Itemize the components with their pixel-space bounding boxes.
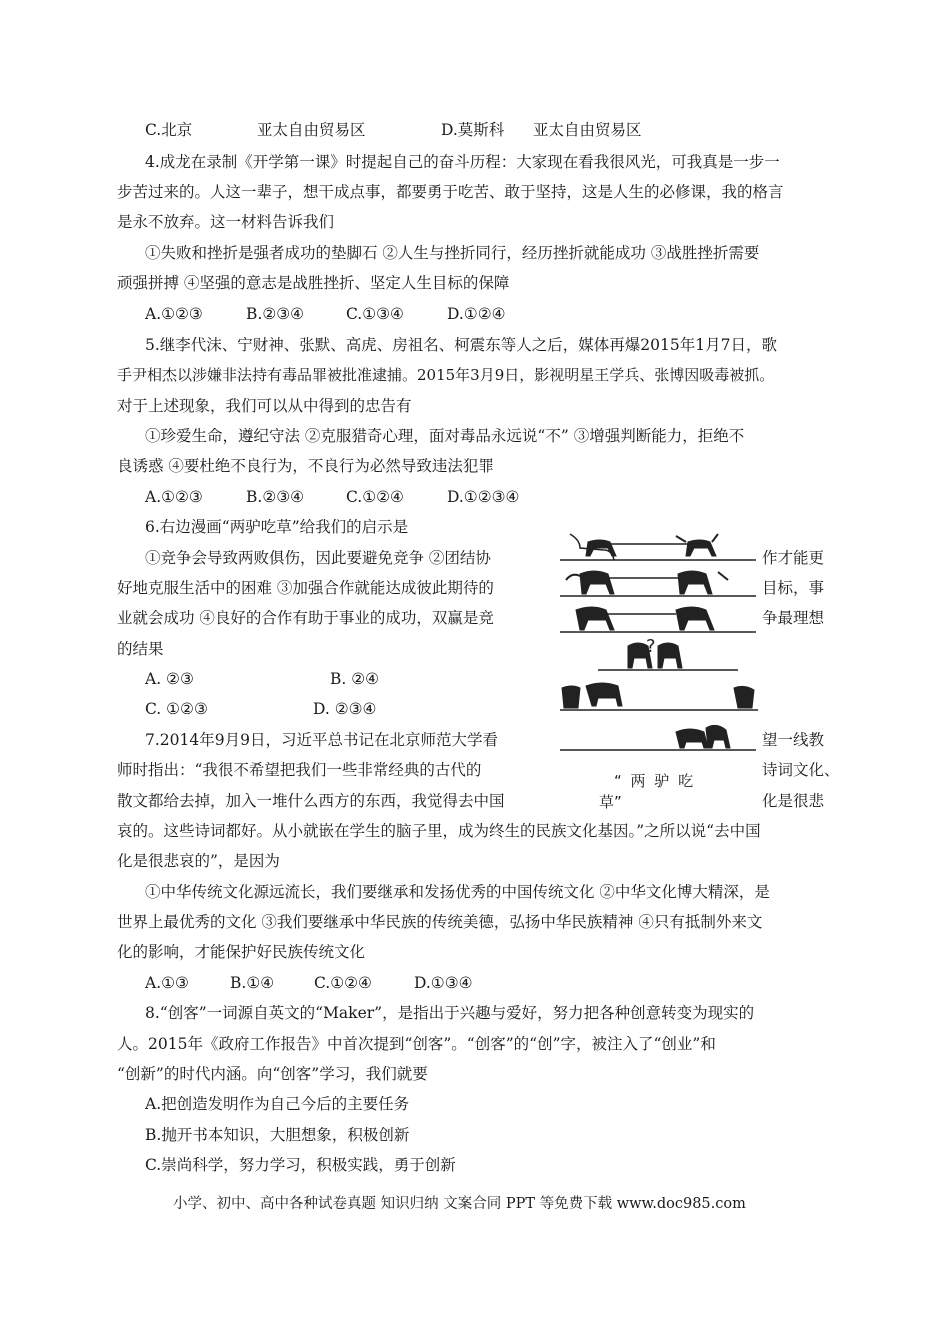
q6-option-d: D. ②③④ [313,700,377,718]
q7-option-c: C.①②④ [314,974,372,992]
q6-statements-right: 目标，事 [762,579,825,597]
q7-option-b: B.①④ [230,974,275,992]
q4-stem-line: 是永不放弃。这一材料告诉我们 [117,213,335,231]
q5-option-c: C.①②④ [346,488,404,506]
q4-option-a: A.①②③ [145,305,203,323]
q6-statements-line: 业就会成功 ④良好的合作有助于事业的成功，双赢是竞 [117,609,494,627]
q3-option-c: C.北京 [145,121,193,139]
q7-stem-line: 师时指出：“我很不希望把我们一些非常经典的古代的 [117,761,482,779]
q8-stem-line: “创新”的时代内涵。向“创客”学习，我们就要 [117,1065,428,1083]
q6-option-c: C. ①②③ [145,700,208,718]
q6-option-b: B. ②④ [330,670,380,688]
q5-stem-line: 手尹相杰以涉嫌非法持有毒品罪被批准逮捕。2015年3月9日，影视明星王学兵、张博因吸毒被抓。 [117,366,775,384]
q3-option-d-text: 亚太自由贸易区 [533,121,642,139]
q8-stem-line: 8.“创客”一词源自英文的“Maker”，是指出于兴趣与爱好，努力把各种创意转变为现实的 [145,1004,755,1022]
q7-option-d: D.①③④ [414,974,473,992]
q7-stem-line: 散文都给去掉，加入一堆什么西方的东西，我觉得去中国 [117,792,505,810]
q4-statements-line: ①失败和挫折是强者成功的垫脚石 ②人生与挫折同行，经历挫折就能成功 ③战胜挫折需要 [145,244,760,262]
q7-stem-right: 望一线教 [762,731,825,749]
page-footer: 小学、初中、高中各种试卷真题 知识归纳 文案合同 PPT 等免费下载 www.doc985.com [173,1196,746,1212]
q6-option-a: A. ②③ [145,670,194,688]
q4-option-d: D.①②④ [447,305,506,323]
q5-option-a: A.①②③ [145,488,203,506]
q6-statements-line: 好地克服生活中的困难 ③加强合作就能达成彼此期待的 [117,579,494,597]
q7-statements-line: 化的影响，才能保护好民族传统文化 [117,943,366,961]
q5-option-d: D.①②③④ [447,488,520,506]
q6-statements-line: ①竞争会导致两败俱伤，因此要避免竞争 ②团结协 [145,549,491,567]
q4-statements-line: 顽强拼搏 ④坚强的意志是战胜挫折、坚定人生目标的保障 [117,274,510,292]
q8-option-a: A.把创造发明作为自己今后的主要任务 [145,1095,410,1113]
q5-statements-line: ①珍爱生命，遵纪守法 ②克服猎奇心理，面对毒品永远说“不” ③增强判断能力，拒绝不 [145,427,745,445]
q5-option-b: B.②③④ [246,488,305,506]
two-donkeys-cartoon [558,528,758,760]
q6-statements-line: 的结果 [117,640,164,658]
q7-stem-line: 化是很悲哀的”，是因为 [117,852,280,870]
q4-option-c: C.①③④ [346,305,404,323]
q5-stem-line: 对于上述现象，我们可以从中得到的忠告有 [117,397,412,415]
q6-statements-right: 作才能更 [762,549,825,567]
q7-statements-line: ①中华传统文化源远流长，我们要继承和发扬优秀的中国传统文化 ②中华文化博大精深，是 [145,883,770,901]
q7-stem-right: 化是很悲 [762,792,825,810]
q4-option-b: B.②③④ [246,305,305,323]
q3-option-c-text: 亚太自由贸易区 [257,121,366,139]
q7-stem-right: 诗词文化、 [762,761,840,779]
q5-statements-line: 良诱惑 ④要杜绝不良行为，不良行为必然导致违法犯罪 [117,457,494,475]
svg-text:?: ? [646,636,656,657]
q6-stem: 6.右边漫画“两驴吃草”给我们的启示是 [145,518,409,536]
q7-stem-line: 哀的。这些诗词都好。从小就嵌在学生的脑子里，成为终生的民族文化基因。”之所以说“去中国 [117,822,761,840]
q7-statements-line: 世界上最优秀的文化 ③我们要继承中华民族的传统美德，弘扬中华民族精神 ④只有抵制外来文 [117,913,763,931]
q6-statements-right: 争最理想 [762,609,825,627]
q4-stem-line: 步苦过来的。人这一辈子，想干成点事，都要勇于吃苦、敢于坚持，这是人生的必修课，我的格言 [117,183,784,201]
q8-option-c: C.崇尚科学，努力学习，积极实践，勇于创新 [145,1156,456,1174]
q8-option-b: B.抛开书本知识，大胆想象，积极创新 [145,1126,410,1144]
cartoon-caption-line1: “ 两 驴 吃 [614,772,696,790]
q3-option-d: D.莫斯科 [441,121,505,139]
q7-stem-line: 7.2014年9月9日，习近平总书记在北京师范大学看 [145,731,498,749]
cartoon-caption-line2: 草” [599,793,622,811]
q7-option-a: A.①③ [145,974,189,992]
q4-stem-line: 4.成龙在录制《开学第一课》时提起自己的奋斗历程：大家现在看我很风光，可我真是一步一 [145,153,780,171]
q8-stem-line: 人。2015年《政府工作报告》中首次提到“创客”。“创客”的“创”字，被注入了“创业”和 [117,1035,716,1053]
q5-stem-line: 5.继李代沫、宁财神、张默、高虎、房祖名、柯震东等人之后，媒体再爆2015年1月7日，歌 [145,336,777,354]
